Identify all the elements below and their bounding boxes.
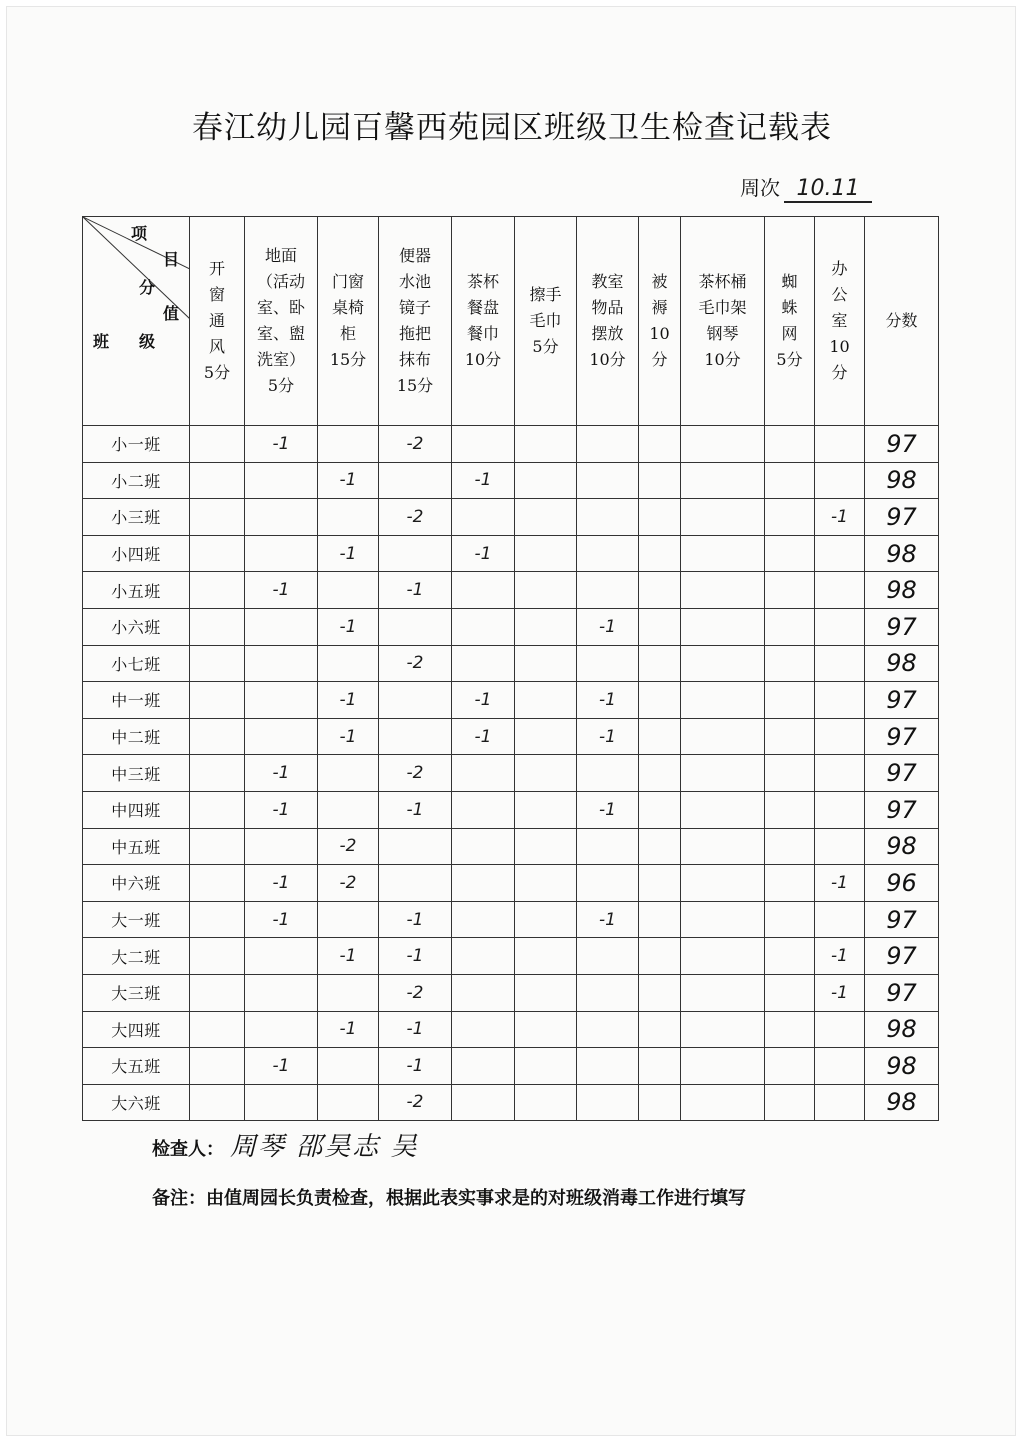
deduction-cell (245, 1084, 318, 1121)
deduction-cell (515, 1084, 577, 1121)
deduction-cell (639, 755, 681, 792)
deduction-cell (190, 499, 245, 536)
deduction-cell (190, 608, 245, 645)
deduction-cell (577, 938, 639, 975)
deduction-cell (577, 755, 639, 792)
deduction-cell (765, 901, 815, 938)
deduction-cell (190, 682, 245, 719)
deduction-cell (815, 901, 865, 938)
table-row (83, 462, 939, 499)
deduction-cell (639, 901, 681, 938)
deduction-cell (639, 645, 681, 682)
deduction-cell (452, 974, 515, 1011)
deduction-cell (577, 828, 639, 865)
deduction-cell (681, 938, 765, 975)
deduction-cell (190, 645, 245, 682)
deduction-cell: -1 (815, 974, 865, 1011)
deduction-cell (765, 608, 815, 645)
table-row (83, 572, 939, 609)
deduction-cell (318, 1084, 379, 1121)
deduction-cell (681, 865, 765, 902)
deduction-cell (452, 608, 515, 645)
col-header: 门窗 桌椅 柜 15分 (318, 217, 379, 426)
deduction-cell (681, 755, 765, 792)
col-header: 地面 （活动 室、卧 室、盥 洗室） 5分 (245, 217, 318, 426)
deduction-cell (577, 572, 639, 609)
deduction-cell (515, 1011, 577, 1048)
inspector-signature: 周琴 邵昊志 吴 (230, 1132, 419, 1162)
deduction-cell (318, 1048, 379, 1085)
score-cell: 98 (865, 1011, 939, 1048)
deduction-cell (190, 974, 245, 1011)
deduction-cell (765, 938, 815, 975)
class-name-cell: 大一班 (83, 901, 190, 938)
table-row (83, 608, 939, 645)
deduction-cell: -1 (452, 535, 515, 572)
deduction-cell (190, 572, 245, 609)
deduction-cell: -1 (577, 608, 639, 645)
deduction-cell: -2 (379, 755, 452, 792)
deduction-cell (379, 718, 452, 755)
deduction-cell (815, 718, 865, 755)
table-row (83, 1011, 939, 1048)
deduction-cell: -1 (318, 682, 379, 719)
table-body (83, 426, 939, 1121)
deduction-cell: -1 (379, 938, 452, 975)
deduction-cell: -1 (379, 572, 452, 609)
deduction-cell (515, 974, 577, 1011)
table-row (83, 865, 939, 902)
deduction-cell: -2 (379, 645, 452, 682)
table-row (83, 682, 939, 719)
deduction-cell (765, 535, 815, 572)
deduction-cell (639, 974, 681, 1011)
deduction-cell (639, 828, 681, 865)
deduction-cell (815, 828, 865, 865)
deduction-cell (765, 718, 815, 755)
table-row (83, 1048, 939, 1085)
deduction-cell (765, 791, 815, 828)
deduction-cell: -2 (379, 426, 452, 463)
deduction-cell (681, 901, 765, 938)
week-label: 周次 (740, 176, 780, 200)
deduction-cell: -1 (379, 901, 452, 938)
deduction-cell (190, 828, 245, 865)
score-cell: 97 (865, 718, 939, 755)
deduction-cell (815, 1048, 865, 1085)
col-header: 办 公 室 10 分 (815, 217, 865, 426)
score-cell: 98 (865, 535, 939, 572)
deduction-cell (815, 608, 865, 645)
deduction-cell (379, 865, 452, 902)
class-name-cell: 大四班 (83, 1011, 190, 1048)
deduction-cell (681, 645, 765, 682)
deduction-cell (452, 572, 515, 609)
deduction-cell (245, 645, 318, 682)
deduction-cell: -1 (379, 1011, 452, 1048)
corner-ji: 级 (139, 332, 156, 351)
deduction-cell (190, 535, 245, 572)
deduction-cell (452, 645, 515, 682)
score-cell: 97 (865, 499, 939, 536)
deduction-cell (452, 499, 515, 536)
inspector-line (152, 1126, 419, 1163)
table-row (83, 645, 939, 682)
deduction-cell (815, 645, 865, 682)
deduction-cell (765, 682, 815, 719)
score-cell: 97 (865, 608, 939, 645)
deduction-cell (190, 755, 245, 792)
col-header: 便器 水池 镜子 拖把 抹布 15分 (379, 217, 452, 426)
deduction-cell: -1 (245, 426, 318, 463)
deduction-cell (577, 645, 639, 682)
deduction-cell (681, 499, 765, 536)
deduction-cell (639, 572, 681, 609)
deduction-cell (681, 535, 765, 572)
deduction-cell (577, 499, 639, 536)
deduction-cell (577, 426, 639, 463)
score-cell: 98 (865, 645, 939, 682)
deduction-cell (452, 1084, 515, 1121)
deduction-cell (815, 791, 865, 828)
deduction-cell (639, 535, 681, 572)
class-name-cell: 小五班 (83, 572, 190, 609)
score-cell: 97 (865, 755, 939, 792)
deduction-cell: -1 (577, 901, 639, 938)
deduction-cell (318, 791, 379, 828)
score-cell: 98 (865, 1048, 939, 1085)
deduction-cell (245, 682, 318, 719)
deduction-cell: -1 (245, 865, 318, 902)
col-header: 蜘 蛛 网 5分 (765, 217, 815, 426)
deduction-cell: -1 (577, 718, 639, 755)
deduction-cell (515, 572, 577, 609)
deduction-cell: -1 (379, 1048, 452, 1085)
deduction-cell (318, 499, 379, 536)
score-cell: 98 (865, 462, 939, 499)
class-name-cell: 大五班 (83, 1048, 190, 1085)
table-row (83, 791, 939, 828)
deduction-cell (379, 608, 452, 645)
deduction-cell (639, 608, 681, 645)
deduction-cell (639, 462, 681, 499)
table-row (83, 828, 939, 865)
deduction-cell (379, 535, 452, 572)
corner-zhi: 值 (163, 304, 180, 323)
class-name-cell: 中三班 (83, 755, 190, 792)
deduction-cell: -1 (379, 791, 452, 828)
deduction-cell (639, 499, 681, 536)
deduction-cell (190, 1084, 245, 1121)
corner-mu: 目 (163, 250, 180, 269)
deduction-cell: -1 (815, 499, 865, 536)
deduction-cell: -1 (318, 608, 379, 645)
deduction-cell (452, 791, 515, 828)
deduction-cell: -2 (379, 499, 452, 536)
deduction-cell: -2 (318, 828, 379, 865)
deduction-cell: -2 (379, 1084, 452, 1121)
deduction-cell (190, 426, 245, 463)
class-name-cell: 大二班 (83, 938, 190, 975)
deduction-cell (639, 938, 681, 975)
deduction-cell (765, 974, 815, 1011)
deduction-cell (318, 645, 379, 682)
table-row (83, 426, 939, 463)
deduction-cell: -1 (452, 718, 515, 755)
deduction-cell (639, 426, 681, 463)
deduction-cell: -2 (318, 865, 379, 902)
deduction-cell (190, 718, 245, 755)
table-row (83, 938, 939, 975)
deduction-cell (515, 426, 577, 463)
deduction-cell (681, 682, 765, 719)
class-name-cell: 小一班 (83, 426, 190, 463)
deduction-cell (190, 901, 245, 938)
deduction-cell (452, 828, 515, 865)
class-name-cell: 中四班 (83, 791, 190, 828)
deduction-cell (190, 791, 245, 828)
deduction-cell: -1 (815, 938, 865, 975)
deduction-cell (379, 682, 452, 719)
deduction-cell (765, 645, 815, 682)
deduction-cell (681, 572, 765, 609)
deduction-cell (245, 462, 318, 499)
class-name-cell: 中一班 (83, 682, 190, 719)
deduction-cell (681, 608, 765, 645)
deduction-cell (639, 1048, 681, 1085)
deduction-cell (515, 865, 577, 902)
deduction-cell (639, 865, 681, 902)
deduction-cell (765, 462, 815, 499)
deduction-cell (765, 499, 815, 536)
deduction-cell (515, 901, 577, 938)
deduction-cell (515, 791, 577, 828)
deduction-cell (577, 1011, 639, 1048)
deduction-cell (245, 499, 318, 536)
remark-note: 备注：由值周园长负责检查，根据此表实事求是的对班级消毒工作进行填写 (152, 1188, 746, 1209)
deduction-cell: -1 (245, 572, 318, 609)
class-name-cell: 小六班 (83, 608, 190, 645)
class-name-cell: 大三班 (83, 974, 190, 1011)
deduction-cell (815, 572, 865, 609)
deduction-cell (765, 828, 815, 865)
deduction-cell (318, 901, 379, 938)
deduction-cell (765, 865, 815, 902)
deduction-cell (765, 1048, 815, 1085)
deduction-cell (765, 1084, 815, 1121)
score-cell: 97 (865, 426, 939, 463)
deduction-cell (452, 755, 515, 792)
deduction-cell (515, 755, 577, 792)
score-cell: 97 (865, 974, 939, 1011)
deduction-cell (318, 572, 379, 609)
deduction-cell: -1 (245, 1048, 318, 1085)
deduction-cell (765, 1011, 815, 1048)
deduction-cell: -1 (245, 901, 318, 938)
corner-fen: 分 (139, 278, 156, 297)
table-row (83, 974, 939, 1011)
deduction-cell (452, 426, 515, 463)
score-cell: 98 (865, 828, 939, 865)
deduction-cell (190, 462, 245, 499)
deduction-cell (245, 535, 318, 572)
col-header: 开 窗 通 风 5分 (190, 217, 245, 426)
deduction-cell (639, 718, 681, 755)
deduction-cell (515, 828, 577, 865)
page-title: 春江幼儿园百馨西苑园区班级卫生检查记载表 (192, 110, 832, 146)
deduction-cell: -1 (245, 755, 318, 792)
class-name-cell: 中二班 (83, 718, 190, 755)
score-cell: 97 (865, 682, 939, 719)
deduction-cell (515, 718, 577, 755)
deduction-cell (681, 974, 765, 1011)
deduction-cell (681, 1011, 765, 1048)
score-cell: 97 (865, 901, 939, 938)
deduction-cell (681, 462, 765, 499)
deduction-cell (681, 791, 765, 828)
deduction-cell (815, 1011, 865, 1048)
deduction-cell: -1 (318, 1011, 379, 1048)
col-header: 教室 物品 摆放 10分 (577, 217, 639, 426)
deduction-cell (815, 426, 865, 463)
deduction-cell (318, 426, 379, 463)
class-name-cell: 小七班 (83, 645, 190, 682)
score-cell: 97 (865, 791, 939, 828)
deduction-cell: -2 (379, 974, 452, 1011)
deduction-cell (515, 535, 577, 572)
deduction-cell (318, 755, 379, 792)
deduction-cell (245, 718, 318, 755)
deduction-cell: -1 (318, 462, 379, 499)
table-row (83, 1084, 939, 1121)
header-row (83, 217, 939, 426)
deduction-cell (639, 791, 681, 828)
deduction-cell (515, 499, 577, 536)
deduction-cell (681, 1048, 765, 1085)
class-name-cell: 大六班 (83, 1084, 190, 1121)
week-field (740, 172, 872, 203)
deduction-cell (639, 682, 681, 719)
deduction-cell (190, 938, 245, 975)
score-cell: 97 (865, 938, 939, 975)
deduction-cell (245, 974, 318, 1011)
deduction-cell: -1 (452, 682, 515, 719)
deduction-cell (639, 1084, 681, 1121)
class-name-cell: 小二班 (83, 462, 190, 499)
deduction-cell (515, 608, 577, 645)
deduction-cell (815, 682, 865, 719)
deduction-cell (245, 938, 318, 975)
col-header-score: 分数 (865, 217, 939, 426)
deduction-cell (515, 938, 577, 975)
deduction-cell (190, 1048, 245, 1085)
inspector-label: 检查人： (152, 1139, 224, 1160)
deduction-cell (379, 462, 452, 499)
deduction-cell (515, 682, 577, 719)
deduction-cell (452, 1048, 515, 1085)
deduction-cell: -1 (318, 535, 379, 572)
score-cell: 98 (865, 572, 939, 609)
deduction-cell (379, 828, 452, 865)
table-row (83, 901, 939, 938)
deduction-cell (815, 535, 865, 572)
deduction-cell (245, 608, 318, 645)
class-name-cell: 小三班 (83, 499, 190, 536)
col-header: 被 褥 10 分 (639, 217, 681, 426)
corner-header (83, 217, 190, 426)
deduction-cell (681, 828, 765, 865)
deduction-cell (245, 1011, 318, 1048)
deduction-cell: -1 (452, 462, 515, 499)
deduction-cell (452, 1011, 515, 1048)
deduction-cell (815, 1084, 865, 1121)
class-name-cell: 中五班 (83, 828, 190, 865)
deduction-cell (681, 718, 765, 755)
deduction-cell (452, 901, 515, 938)
deduction-cell: -1 (318, 718, 379, 755)
deduction-cell (681, 1084, 765, 1121)
table-row (83, 718, 939, 755)
deduction-cell (681, 426, 765, 463)
deduction-cell (190, 1011, 245, 1048)
deduction-cell (577, 1084, 639, 1121)
deduction-cell (577, 974, 639, 1011)
deduction-cell (318, 974, 379, 1011)
deduction-cell: -1 (577, 682, 639, 719)
deduction-cell (577, 865, 639, 902)
deduction-cell (515, 1048, 577, 1085)
corner-ban: 班 (93, 332, 110, 351)
class-name-cell: 小四班 (83, 535, 190, 572)
table-row (83, 535, 939, 572)
deduction-cell (452, 938, 515, 975)
table-row (83, 499, 939, 536)
deduction-cell: -1 (318, 938, 379, 975)
deduction-cell: -1 (245, 791, 318, 828)
deduction-cell (815, 462, 865, 499)
deduction-cell: -1 (577, 791, 639, 828)
week-value: 10.11 (784, 176, 872, 203)
table-row (83, 755, 939, 792)
deduction-cell (577, 535, 639, 572)
score-cell: 96 (865, 865, 939, 902)
deduction-cell (515, 462, 577, 499)
col-header: 擦手 毛巾 5分 (515, 217, 577, 426)
deduction-cell (245, 828, 318, 865)
score-cell: 98 (865, 1084, 939, 1121)
col-header: 茶杯 餐盘 餐巾 10分 (452, 217, 515, 426)
deduction-cell: -1 (815, 865, 865, 902)
deduction-cell (639, 1011, 681, 1048)
deduction-cell (577, 1048, 639, 1085)
deduction-cell (190, 865, 245, 902)
col-header: 茶杯桶 毛巾架 钢琴 10分 (681, 217, 765, 426)
deduction-cell (815, 755, 865, 792)
deduction-cell (577, 462, 639, 499)
deduction-cell (765, 426, 815, 463)
class-name-cell: 中六班 (83, 865, 190, 902)
deduction-cell (515, 645, 577, 682)
corner-item: 项 (131, 224, 148, 243)
inspection-table (82, 216, 939, 1121)
deduction-cell (765, 572, 815, 609)
deduction-cell (765, 755, 815, 792)
deduction-cell (452, 865, 515, 902)
